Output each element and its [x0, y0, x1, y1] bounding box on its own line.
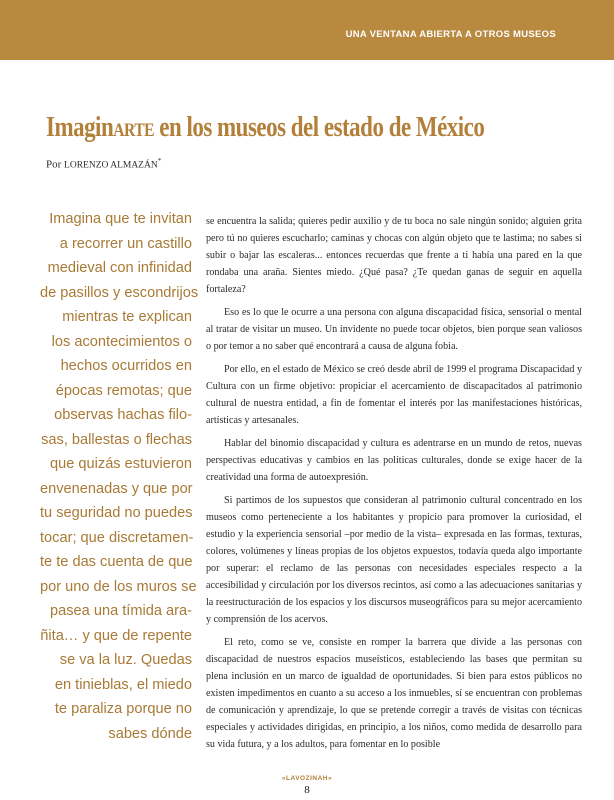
pull-quote-line: ñita… y que de repente: [40, 627, 192, 644]
page-number: 8: [304, 784, 310, 796]
title-part-1: Imagin: [46, 112, 114, 143]
pull-quote-line: que quizás estuvieron: [50, 456, 192, 472]
title-part-3: en los museos del estado de México: [154, 112, 485, 143]
body-paragraph: Eso es lo que le ocurre a una persona con alguna discapacidad física, sensorial o mental al tratar de visitar un museo. Un invidente no puede tocar objetos, bien porque sean valiosos o por temor a no saber qué encontrará a causa de alguna fobia.: [206, 307, 582, 352]
pull-quote-line: te paraliza porque no: [54, 701, 192, 717]
byline-prefix: Por: [46, 158, 65, 171]
pull-quote-line: de pasillos y escondrijos: [40, 284, 199, 301]
pull-quote-line: sabes dónde: [108, 725, 192, 742]
byline: [46, 157, 161, 171]
section-label: UNA VENTANA ABIERTA A OTROS MUSEOS: [345, 29, 556, 40]
body-paragraph: Si partimos de los supuestos que consideran al patrimonio cultural concentrado en los museos como perteneciente a los habitantes y propicio para promover la curiosidad, el estudio y la experiencia sensorial –por medio de la vista– expresada en las formas, texturas, colores, volúmenes y líneas propias de los objetos expuestos, todavía queda algo importante por superar: el reclamo de las personas con necesidades especiales respecto a la accesibilidad y circulación por los diversos recintos, así como a las adecuaciones sanitarias y la reestructuración de los espacios y los discursos museográficos para su mejor acercamiento y comprensión de los acervos.: [206, 495, 582, 625]
body-paragraph: Por ello, en el estado de México se creó desde abril de 1999 el programa Discapacidad y Cultura con un firme objetivo: propiciar el acercamiento de discapacitados al patrimonio cultural de nuestra entidad, a fin de fomentar el interés por las manifestaciones históricas, artísticas y artesanales.: [206, 364, 582, 426]
pull-quote-line: por uno de los muros se: [40, 578, 197, 595]
pull-quote-line: a recorrer un castillo: [59, 235, 192, 252]
title-part-2: ARTE: [113, 120, 155, 141]
pull-quote-line: Imagina que te invitan: [49, 211, 192, 227]
pull-quote-line: se va la luz. Quedas: [59, 652, 192, 668]
article-title: [46, 112, 489, 144]
pull-quote-line: tocar; que discretamen-: [40, 529, 194, 546]
body-text: [206, 213, 582, 759]
pull-quote-line: en tinieblas, el miedo: [54, 676, 192, 693]
pull-quote-line: épocas remotas; que: [55, 382, 192, 399]
footer-logo: «LAVOZINAH»: [281, 775, 333, 782]
body-paragraph: se encuentra la salida; quieres pedir auxilio y de tu boca no sale ningún sonido; alguien grita pero tú no quieres escucharlo; caminas y chocas con algún objeto que te lastima; no sabes si subir o bajar las escaleras... entonces recuerdas que frente a ti había una pared en la que rondaba una araña. Sientes miedo. ¿Qué pasa? ¿Te quedan ganas de seguir en aquella fortaleza?: [206, 216, 582, 295]
pull-quote-line: mientras te explican: [62, 309, 192, 325]
pull-quote-line: observas hachas filo-: [54, 407, 192, 423]
pull-quote: [40, 207, 199, 746]
pull-quote-line: sas, ballestas o flechas: [41, 431, 192, 448]
pull-quote-line: te te das cuenta de que: [40, 554, 193, 570]
pull-quote-line: pasea una tímida ara-: [50, 603, 192, 619]
byline-author: LORENZO ALMAZÁN: [64, 160, 158, 171]
byline-footnote-mark: *: [157, 157, 162, 165]
body-paragraph: Hablar del binomio discapacidad y cultura es adentrarse en un mundo de retos, nuevas perspectivas educativas y cambios en las políticas culturales, donde se exige hacer de la creatividad una forma de autoexpresión.: [206, 438, 582, 483]
pull-quote-line: medieval con infinidad: [47, 260, 192, 276]
pull-quote-line: hechos ocurridos en: [60, 358, 192, 374]
pull-quote-line: envenenadas y que por: [40, 480, 193, 497]
body-paragraph: El reto, como se ve, consiste en romper la barrera que divide a las personas con discapacidad de nuestros espacios museísticos, estableciendo las bases que permitan su plena inclusión en un marco de igualdad de oportunidades. Si bien para estos públicos no existen impedimentos en cuanto a su acceso a los inmuebles, sí se encuentran con problemas de comunicación y aprendizaje, lo que se pretende corregir a través de visitas con técnicas especiales y actividades dirigidas, en principio, a los niños, como medida de desarrollo para su vida futura, y a los adultos, para fomentar en lo posible: [206, 637, 582, 750]
pull-quote-line: los acontecimientos o: [51, 333, 192, 350]
pull-quote-line: tu seguridad no puedes: [40, 505, 193, 521]
